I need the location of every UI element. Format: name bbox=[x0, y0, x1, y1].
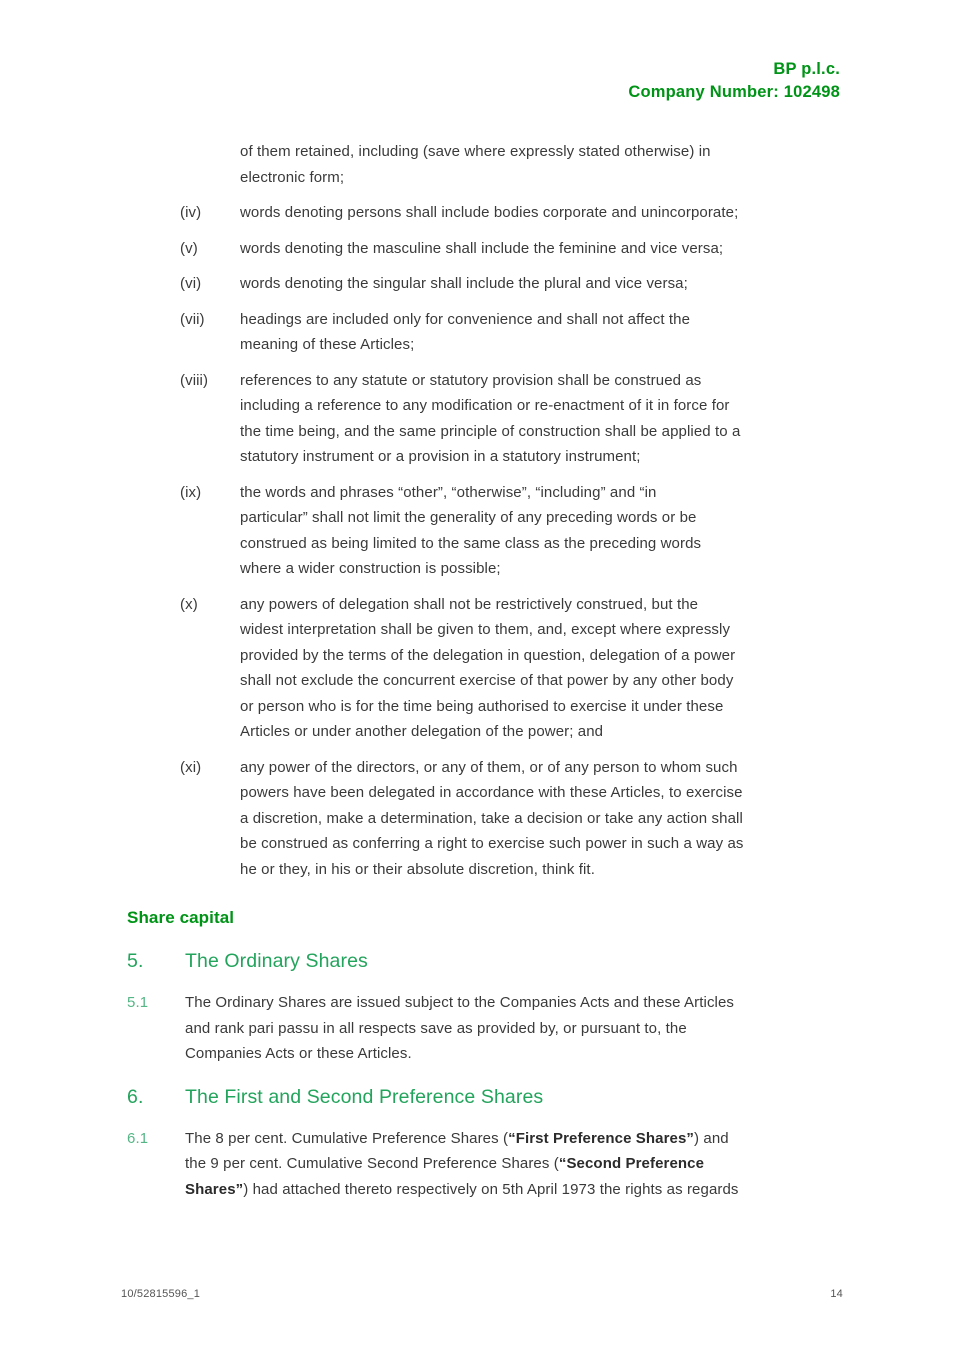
list-item-text: the words and phrases “other”, “otherwise”, “including” and “in particular” shall not limit the generality of any preceding words or be construed as being limited to the same class as the preceding words where a wider construction is possible; bbox=[240, 483, 702, 577]
clause-5-1-number: 5.1 bbox=[127, 994, 149, 1011]
document-header bbox=[628, 58, 840, 104]
list-item-text: words denoting persons shall include bodies corporate and unincorporate; bbox=[240, 204, 739, 221]
list-item-text: any powers of delegation shall not be restrictively construed, but the widest interpretation shall be given to them, and, except where expressly provided by the terms of the delegation in question, delegation of a power shall not exclude the concurrent exercise of that power by any other body or person who is for the time being authorised to exercise it under these Articles or under another delegation of the power; and bbox=[240, 595, 736, 740]
clause-6-1 bbox=[127, 1126, 842, 1203]
section-6-heading bbox=[127, 1082, 842, 1113]
continuation-paragraph: of them retained, including (save where expressly stated otherwise) in electronic form; bbox=[240, 143, 711, 186]
clause-5-1 bbox=[127, 990, 842, 1067]
list-item-label: (vii) bbox=[180, 310, 205, 328]
list-item-label: (x) bbox=[180, 595, 198, 613]
company-number: Company Number: 102498 bbox=[628, 83, 840, 101]
list-item-label: (v) bbox=[180, 239, 198, 257]
list-item-label: (xi) bbox=[180, 758, 202, 776]
document-body bbox=[127, 139, 842, 1202]
clause-6-1-number: 6.1 bbox=[127, 1129, 149, 1147]
footer-page-number: 14 bbox=[830, 1288, 843, 1300]
section-5-number: 5. bbox=[127, 950, 144, 972]
list-item-text: any power of the directors, or any of them, or of any person to whom such powers have been delegated in accordance with these Articles, to exercise a discretion, make a determination, take a decision or take any action shall be construed as conferring a right to exercise such power in such a way as he or they, in his or their absolute discretion, think fit. bbox=[240, 758, 744, 878]
section-6-title: The First and Second Preference Shares bbox=[185, 1085, 544, 1108]
list-item-text: words denoting the masculine shall include the feminine and vice versa; bbox=[240, 239, 724, 257]
section-5-heading bbox=[127, 946, 842, 977]
section-6-number: 6. bbox=[127, 1085, 144, 1108]
list-item-label: (iv) bbox=[180, 204, 202, 221]
list-item-iv bbox=[127, 200, 842, 226]
list-item-label: (vi) bbox=[180, 275, 202, 292]
clause-6-1-text bbox=[185, 1126, 842, 1203]
clause-6-1-line-1: The 8 per cent. Cumulative Preference Shares (“First Preference Shares”) and bbox=[185, 1129, 729, 1147]
clause-5-1-text: The Ordinary Shares are issued subject to the Companies Acts and these Articles and rank pari passu in all respects save as provided by, or pursuant to, the Companies Acts or these Articles. bbox=[185, 994, 735, 1062]
clause-6-1-line-2: the 9 per cent. Cumulative Second Preference Shares (“Second Preference bbox=[185, 1155, 705, 1172]
list-item-text: references to any statute or statutory provision shall be construed as including a reference to any modification or re-enactment of it in force for the time being, and the same principle of construction shall be applied to a statutory instrument or a provision in a statutory instrument; bbox=[240, 371, 741, 465]
clause-6-1-line-3: Shares”) had attached thereto respectively on 5th April 1973 the rights as regards bbox=[185, 1180, 739, 1198]
list-item-v bbox=[127, 236, 842, 262]
document-footer bbox=[121, 1288, 843, 1300]
list-item-vii bbox=[127, 307, 842, 358]
footer-doc-ref: 10/52815596_1 bbox=[121, 1288, 201, 1300]
list-item-text: words denoting the singular shall include the plural and vice versa; bbox=[240, 275, 688, 292]
list-item-viii bbox=[127, 368, 842, 470]
company-name: BP p.l.c. bbox=[773, 60, 840, 78]
list-item-ix bbox=[127, 480, 842, 582]
list-item-label: (ix) bbox=[180, 483, 202, 501]
list-item-label: (viii) bbox=[180, 371, 209, 389]
section-5-title: The Ordinary Shares bbox=[185, 950, 368, 972]
list-item-vi bbox=[127, 271, 842, 297]
list-item-xi bbox=[127, 755, 842, 883]
share-capital-heading: Share capital bbox=[127, 908, 235, 927]
list-item-x bbox=[127, 592, 842, 745]
list-item-text: headings are included only for convenience and shall not affect the meaning of these Articles; bbox=[240, 310, 691, 353]
